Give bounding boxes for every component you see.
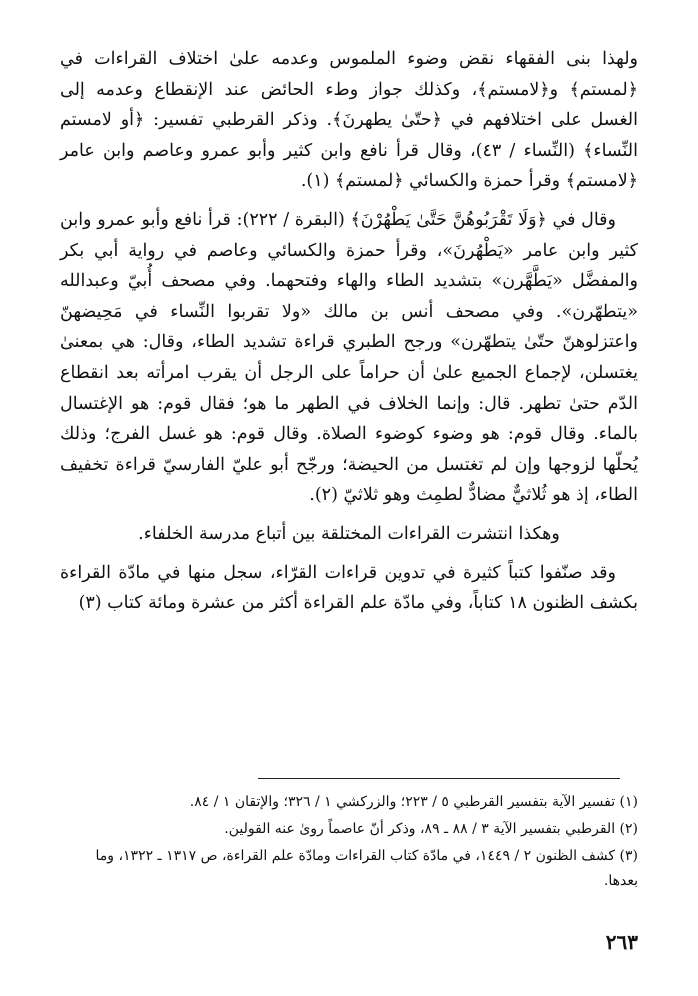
paragraph-3: وهكذا انتشرت القراءات المختلقة بين أتباع مدرسة الخلفاء. <box>138 523 560 544</box>
footnote-divider <box>258 778 620 779</box>
paragraph-1: ولهذا بنى الفقهاء نقض وضوء الملموس وعدمه علىٰ اختلاف القراءات في ﴿لمستم﴾ و﴿لامستم﴾، وكذلك جواز وطء الحائض عند الإنقطاع وعدمه إلى الغسل على اختلافهم في ﴿حتّىٰ يطهرنَ﴾. وذكر القرطبي تفسير: ﴿أو لامستم النِّساء﴾ (النِّساء / ٤٣)، وقال قرأ نافع وابن كثير وأبو عمرو وعاصم وابن عامر ﴿لامستم﴾ وقرأ حمزة والكسائي ﴿لمستم﴾ (١). <box>60 49 638 192</box>
footnote-1: (١) تفسير الآية بتفسير القرطبي ٥ / ٢٢٣؛ والزركشي ١ / ٣٢٦؛ والإتقان ١ / ٨٤. <box>189 794 638 810</box>
main-text <box>60 44 638 619</box>
footnote-2: (٢) القرطبي بتفسير الآية ٣ / ٨٨ ـ ٨٩، وذكر أنّ عاصماً روىٰ عنه القولين. <box>224 821 638 837</box>
footnote-3: (٣) كشف الظنون ٢ / ١٤٤٩، في مادّة كتاب القراءات ومادّة علم القراءة، ص ١٣١٧ ـ ١٣٢٢، وما بعدها. <box>95 848 638 889</box>
page-number: ٢٦٣ <box>605 930 638 954</box>
footnotes <box>60 790 638 896</box>
paragraph-2: وقال في ﴿وَلَا تَقْرَبُوهُنَّ حَتَّىٰ يَطْهُرْنَ﴾ (البقرة / ٢٢٢): قرأ نافع وأبو عمرو وابن كثير وابن عامر «يَطْهُرنَ»، وقرأ حمزة والكسائي وعاصم في رواية أبي بكر والمفضَّل «يَطَّهَّرن» بتشديد الطاء والهاء وفتحهما. وفي مصحف أُبيّ وعبدالله «يتطهّرن». وفي مصحف أنس بن مالك «ولا تقربوا النِّساء في مَحِيضهنّ واعتزلوهنّ حتّىٰ يتطهّرن» ورجح الطبري قراءة تشديد الطاء، وقال: هي بمعنىٰ يغتسلن، لإجماع الجميع علىٰ أن حراماً على الرجل أن يقرب امرأته بعد انقطاع الدّم حتىٰ تطهر. قال: وإنما الخلاف في الطهر ما هو؛ فقال قوم: هو الإغتسال بالماء. وقال قوم: هو وضوء كوضوء الصلاة. وقال قوم: هو غسل الفرج؛ وذلك يُحلّها لزوجها وإن لم تغتسل من الحيضة؛ ورجّح أبو عليّ الفارسيّ قراءة تخفيف الطاء، إذ هو ثُلاثيٌّ مضادٌّ لطمِث وهو ثلاثيّ (٢). <box>60 209 638 506</box>
paragraph-4: وقد صنّفوا كتباً كثيرة في تدوين قراءات القرّاء، سجل منها في مادّة القراءة بكشف الظنون ١٨ كتاباً، وفي مادّة علم القراءة أكثر من عشرة ومائة كتاب (٣) <box>60 562 638 614</box>
